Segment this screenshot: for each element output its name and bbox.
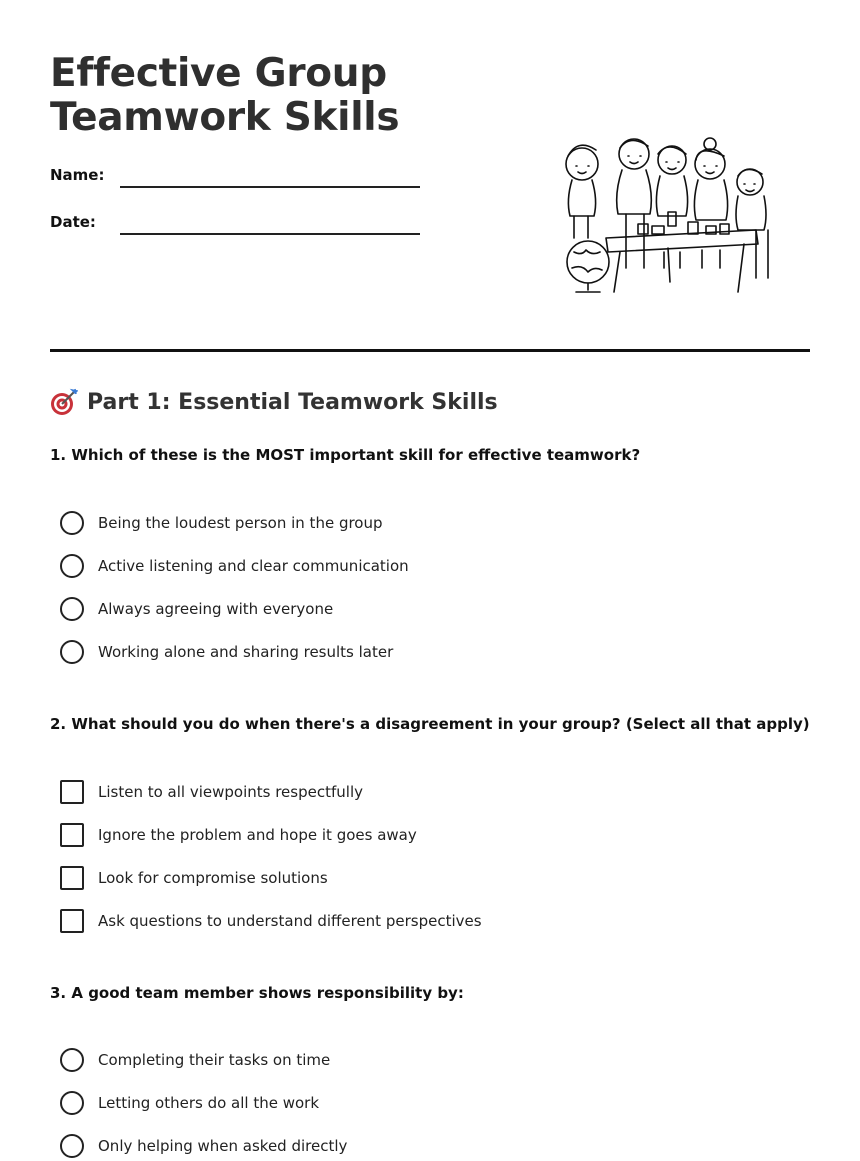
radio-button[interactable] — [60, 1091, 84, 1115]
name-field[interactable] — [120, 186, 420, 188]
radio-button[interactable] — [60, 554, 84, 578]
option-label: Ask questions to understand different perspectives — [98, 912, 482, 930]
q1-option-3[interactable] — [60, 597, 333, 621]
question-3: 3. A good team member shows responsibility by: — [50, 984, 464, 1002]
target-dart-icon — [50, 388, 78, 416]
question-2: 2. What should you do when there's a disagreement in your group? (Select all that apply) — [50, 715, 810, 733]
title-line-1: Effective Group — [50, 51, 387, 96]
q3-option-1[interactable] — [60, 1048, 330, 1072]
q1-option-4[interactable] — [60, 640, 393, 664]
section-title-text: Part 1: Essential Teamwork Skills — [87, 389, 498, 415]
q1-option-1[interactable] — [60, 511, 383, 535]
option-label: Working alone and sharing results later — [98, 643, 394, 661]
date-field[interactable] — [120, 233, 420, 235]
q2-option-3[interactable] — [60, 866, 328, 890]
worksheet-title — [50, 52, 399, 140]
option-label: Always agreeing with everyone — [98, 600, 334, 618]
checkbox[interactable] — [60, 909, 84, 933]
date-label: Date: — [50, 213, 96, 231]
radio-button[interactable] — [60, 511, 84, 535]
q2-option-2[interactable] — [60, 823, 417, 847]
radio-button[interactable] — [60, 1134, 84, 1158]
radio-button[interactable] — [60, 1048, 84, 1072]
q3-option-2[interactable] — [60, 1091, 319, 1115]
option-label: Completing their tasks on time — [98, 1051, 331, 1069]
checkbox[interactable] — [60, 823, 84, 847]
section-title-part-1 — [50, 388, 498, 416]
radio-button[interactable] — [60, 640, 84, 664]
title-line-2: Teamwork Skills — [50, 95, 400, 140]
option-label: Ignore the problem and hope it goes away — [98, 826, 417, 844]
q2-option-1[interactable] — [60, 780, 363, 804]
q3-option-3[interactable] — [60, 1134, 347, 1158]
checkbox[interactable] — [60, 780, 84, 804]
option-label: Listen to all viewpoints respectfully — [98, 783, 363, 801]
q1-option-2[interactable] — [60, 554, 409, 578]
children-building-blocks-illustration — [548, 132, 780, 298]
option-label: Letting others do all the work — [98, 1094, 320, 1112]
q2-option-4[interactable] — [60, 909, 482, 933]
option-label: Active listening and clear communication — [98, 557, 409, 575]
checkbox[interactable] — [60, 866, 84, 890]
option-label: Being the loudest person in the group — [98, 514, 383, 532]
option-label: Only helping when asked directly — [98, 1137, 348, 1155]
name-label: Name: — [50, 166, 105, 184]
option-label: Look for compromise solutions — [98, 869, 328, 887]
section-divider — [50, 349, 810, 352]
radio-button[interactable] — [60, 597, 84, 621]
question-1: 1. Which of these is the MOST important skill for effective teamwork? — [50, 446, 641, 464]
